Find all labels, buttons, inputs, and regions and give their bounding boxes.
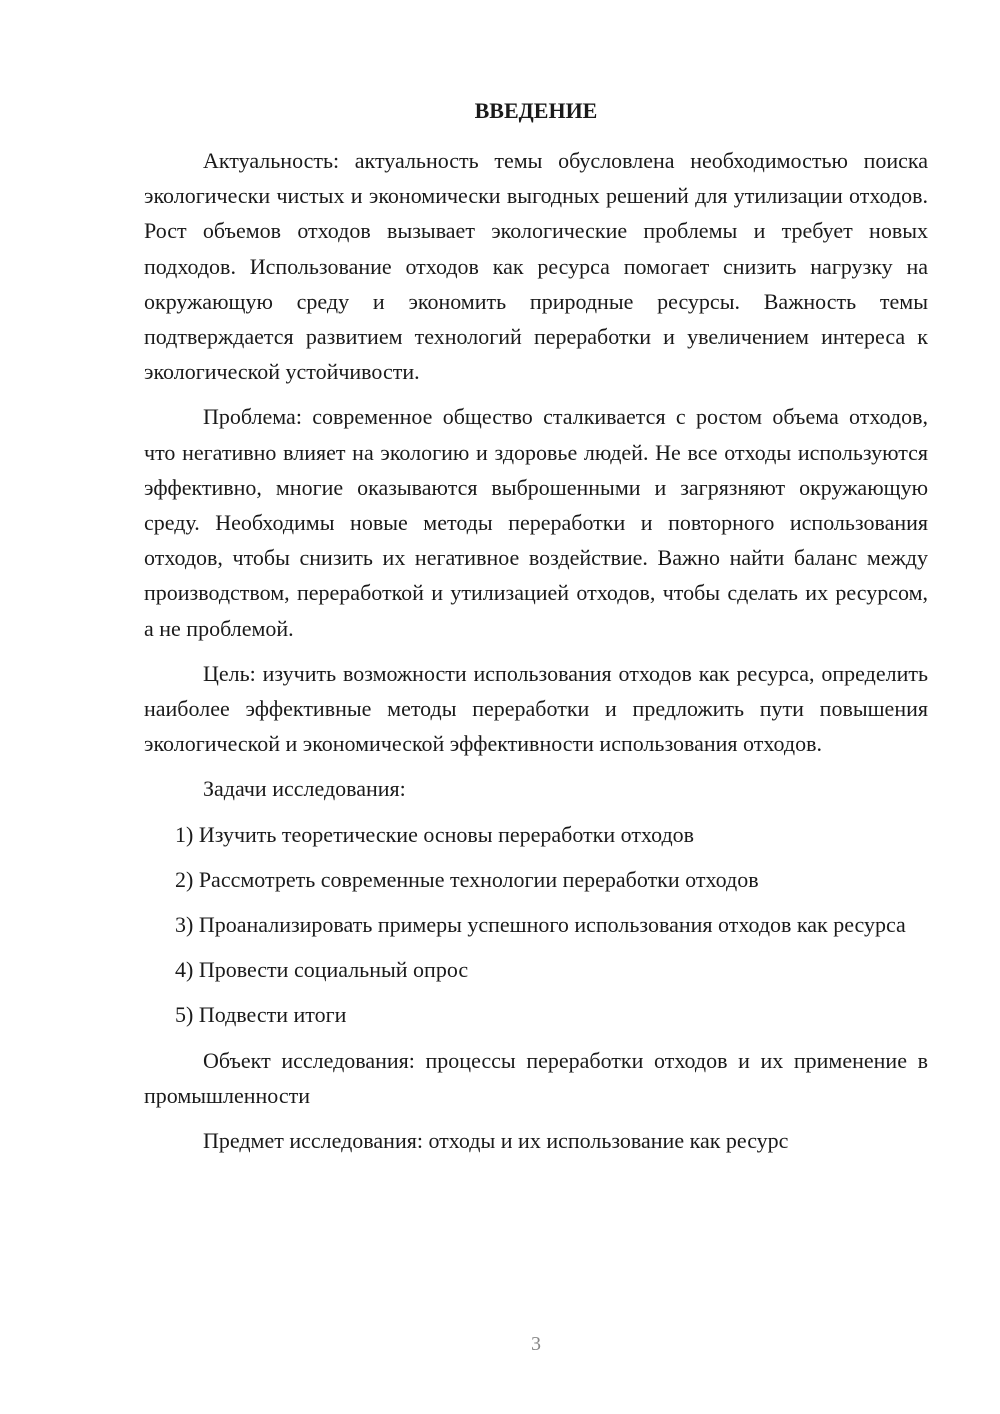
task-item-5: 5) Подвести итоги bbox=[175, 1002, 347, 1028]
document-body bbox=[144, 143, 928, 1168]
page-title: ВВЕДЕНИЕ bbox=[474, 98, 598, 123]
paragraph-relevance: Актуальность: актуальность темы обусловлена необходимостью поиска экологически чистых и экономически выгодных решений для утилизации отходов. Рост объемов отходов вызывает экологические проблемы и требует новых подходов. Использование отходов как ресурса помогает снизить нагрузку на окружающую среду и экономить природные ресурсы. Важность темы подтверждается развитием технологий переработки и увеличением интереса к экологической устойчивости. bbox=[144, 148, 928, 385]
paragraph-problem: Проблема: современное общество сталкивается с ростом объема отходов, что негативно влияет на экологию и здоровье людей. Не все отходы используются эффективно, многие оказываются выброшенными и загрязняют окружающую среду. Необходимы новые методы переработки и повторного использования отходов, чтобы снизить их негативное воздействие. Важно найти баланс между производством, переработкой и утилизацией отходов, чтобы сделать их ресурсом, а не проблемой. bbox=[144, 404, 928, 641]
paragraph-subject: Предмет исследования: отходы и их использование как ресурс bbox=[203, 1128, 789, 1154]
paragraph-goal: Цель: изучить возможности использования отходов как ресурса, определить наиболее эффективные методы переработки и предложить пути повышения экологической и экономической эффективности использования отходов. bbox=[144, 660, 928, 757]
paragraph-object: Объект исследования: процессы переработки отходов и их применение в промышленности bbox=[144, 1047, 928, 1108]
task-item-2: 2) Рассмотреть современные технологии переработки отходов bbox=[175, 866, 759, 892]
task-item-4: 4) Провести социальный опрос bbox=[175, 957, 469, 983]
task-item-3: 3) Проанализировать примеры успешного использования отходов как ресурса bbox=[175, 912, 906, 938]
page-number: 3 bbox=[531, 1333, 541, 1355]
tasks-heading: Задачи исследования: bbox=[203, 776, 406, 802]
task-item-1: 1) Изучить теоретические основы переработки отходов bbox=[175, 821, 695, 847]
